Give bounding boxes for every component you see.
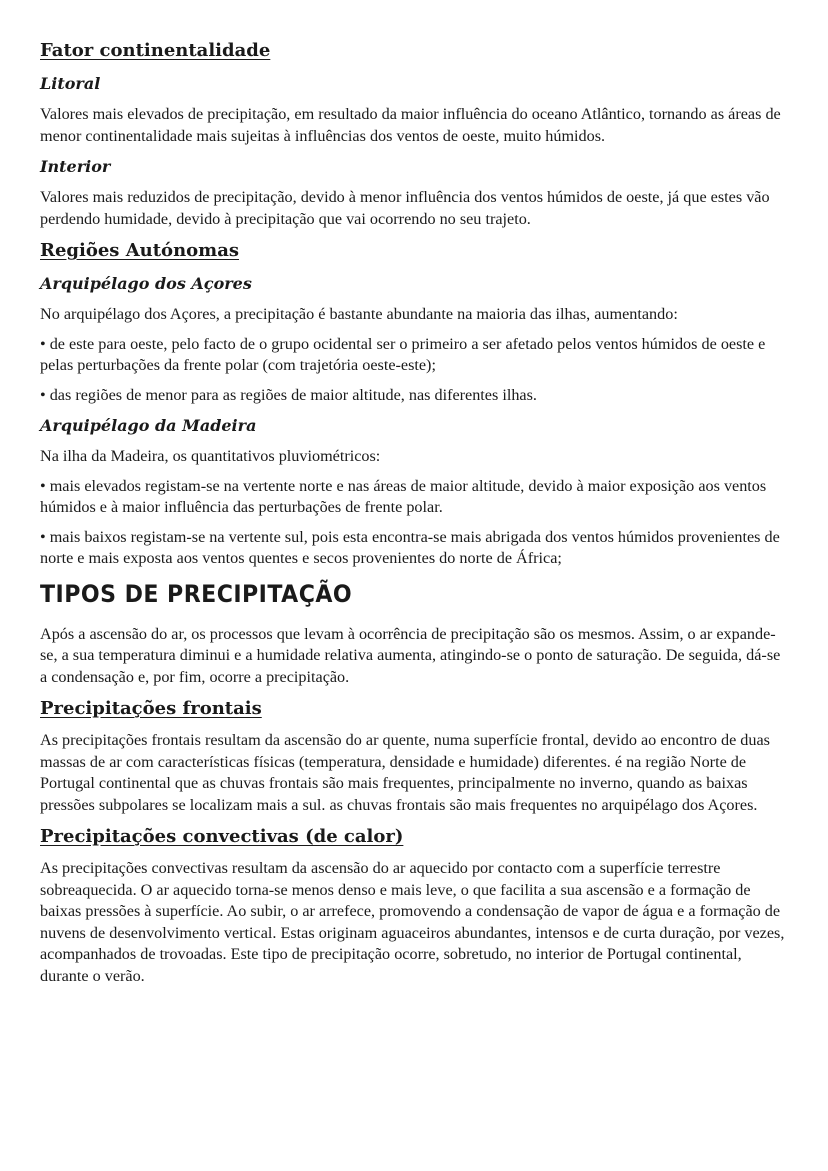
list-item-madeira-2: • mais baixos registam-se na vertente sul, pois esta encontra-se mais abrigada dos ventos húmidos provenientes de norte e mais exposta aos ventos quentes e secos provenientes do norte de África; <box>40 527 780 567</box>
paragraph-madeira-intro: Na ilha da Madeira, os quantitativos pluviométricos: <box>40 447 381 465</box>
paragraph-frontais: As precipitações frontais resultam da ascensão do ar quente, numa superfície frontal, devido ao encontro de duas massas de ar com características físicas (temperatura, densidade e humidade) diferentes. é na região Norte de Portugal continental que as chuvas frontais são mais frequentes, principalmente no inverno, quando as baixas pressões subpolares se localizam mais a sul. as chuvas frontais são mais frequentes no arquipélago dos Açores. <box>40 731 770 814</box>
list-item-acores-2: • das regiões de menor para as regiões de maior altitude, nas diferentes ilhas. <box>40 385 537 404</box>
paragraph-acores-intro: No arquipélago dos Açores, a precipitação é bastante abundante na maioria das ilhas, aumentando: <box>40 305 678 323</box>
heading-precipitacoes-convectivas: Precipitações convectivas (de calor) <box>40 826 404 847</box>
heading-madeira: Arquipélago da Madeira <box>40 416 257 435</box>
paragraph-interior: Valores mais reduzidos de precipitação, devido à menor influência dos ventos húmidos de oeste, já que estes vão perdendo humidade, devido à precipitação que vai ocorrendo no seu trajeto. <box>40 188 770 228</box>
list-item-acores-1: • de este para oeste, pelo facto de o grupo ocidental ser o primeiro a ser afetado pelos ventos húmidos de oeste e pelas perturbações da frente polar (com trajetória oeste-este); <box>40 334 766 374</box>
paragraph-convectivas: As precipitações convectivas resultam da ascensão do ar aquecido por contacto com a superfície terrestre sobreaquecida. O ar aquecido torna-se menos denso e mais leve, o que facilita a sua ascensão e a formação de baixas pressões à superfície. Ao subir, o ar arrefece, promovendo a condensação de vapor de água e a formação de nuvens de desenvolvimento vertical. Estas originam aguaceiros abundantes, intensos e de curta duração, por vezes, acompanhados de trovoadas. Este tipo de precipitação ocorre, sobretudo, no interior de Portugal continental, durante o verão. <box>40 859 785 985</box>
heading-interior: Interior <box>40 157 111 176</box>
heading-litoral: Litoral <box>40 74 101 93</box>
paragraph-litoral: Valores mais elevados de precipitação, em resultado da maior influência do oceano Atlântico, tornando as áreas de menor continentalidade mais sujeitas à influências dos ventos de oeste, muito húmidos. <box>40 105 781 145</box>
heading-precipitacoes-frontais: Precipitações frontais <box>40 698 262 719</box>
heading-tipos-de-precipitacao: TIPOS DE PRECIPITAÇÃO <box>40 579 353 608</box>
heading-regioes-autonomas: Regiões Autónomas <box>40 240 240 261</box>
list-item-madeira-1: • mais elevados registam-se na vertente norte e nas áreas de maior altitude, devido à maior exposição aos ventos húmidos e à maior influência das perturbações de frente polar. <box>40 476 767 516</box>
heading-acores: Arquipélago dos Açores <box>40 274 252 293</box>
paragraph-tipos: Após a ascensão do ar, os processos que levam à ocorrência de precipitação são os mesmos. Assim, o ar expande-se, a sua temperatura diminui e a humidade relativa aumenta, atingindo-se o ponto de saturação. De seguida, dá-se a condensação e, por fim, ocorre a precipitação. <box>40 624 781 686</box>
heading-fator-continentalidade: Fator continentalidade <box>40 40 271 61</box>
